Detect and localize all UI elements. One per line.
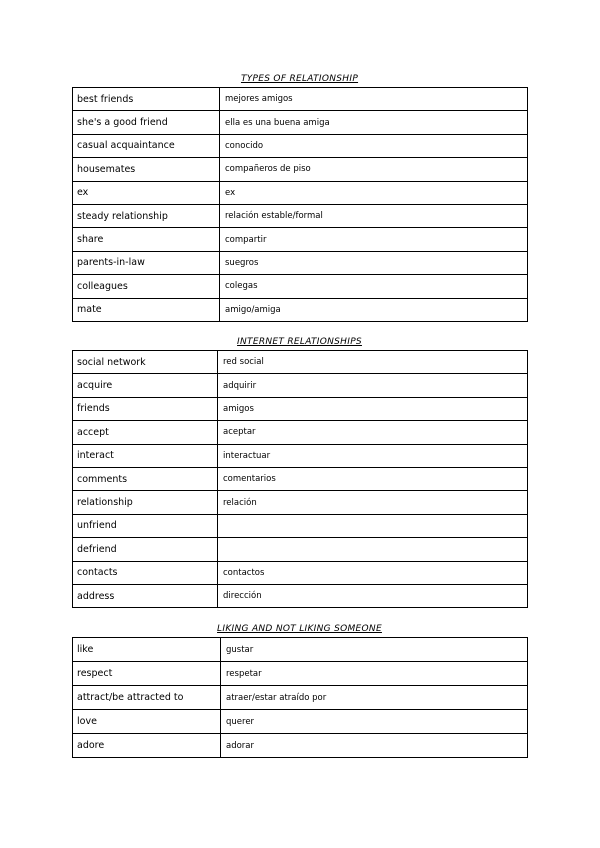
- english-term: steady relationship: [73, 204, 220, 227]
- table-row: [73, 298, 528, 321]
- spanish-translation: interactuar: [218, 444, 528, 467]
- table-row: [73, 204, 528, 227]
- english-term: respect: [73, 662, 221, 686]
- table-row: [73, 251, 528, 274]
- section-title-internet-relationships: INTERNET RELATIONSHIPS: [237, 337, 362, 347]
- english-term: casual acquaintance: [73, 134, 220, 157]
- spanish-translation: colegas: [220, 275, 528, 298]
- spanish-translation: suegros: [220, 251, 528, 274]
- table-row: [73, 561, 528, 584]
- vocab-table-types-of-relationship: [72, 87, 528, 322]
- english-term: relationship: [73, 491, 218, 514]
- spanish-translation: [218, 538, 528, 561]
- spanish-translation: relación estable/formal: [220, 204, 528, 227]
- english-term: adore: [73, 734, 221, 758]
- english-term: defriend: [73, 538, 218, 561]
- table-row: [73, 638, 528, 662]
- table-row: [73, 421, 528, 444]
- english-term: best friends: [73, 88, 220, 111]
- table-row: [73, 662, 528, 686]
- spanish-translation: compañeros de piso: [220, 158, 528, 181]
- table-row: [73, 584, 528, 607]
- table-row: [73, 88, 528, 111]
- english-term: unfriend: [73, 514, 218, 537]
- english-term: social network: [73, 351, 218, 374]
- spanish-translation: compartir: [220, 228, 528, 251]
- spanish-translation: conocido: [220, 134, 528, 157]
- english-term: parents-in-law: [73, 251, 220, 274]
- spanish-translation: red social: [218, 351, 528, 374]
- vocab-table-internet-relationships: [72, 350, 528, 608]
- spanish-translation: amigos: [218, 397, 528, 420]
- english-term: acquire: [73, 374, 218, 397]
- spanish-translation: atraer/estar atraído por: [221, 686, 528, 710]
- table-row: [73, 111, 528, 134]
- english-term: love: [73, 710, 221, 734]
- table-row: [73, 134, 528, 157]
- english-term: attract/be attracted to: [73, 686, 221, 710]
- spanish-translation: comentarios: [218, 467, 528, 490]
- english-term: ex: [73, 181, 220, 204]
- english-term: address: [73, 584, 218, 607]
- english-term: interact: [73, 444, 218, 467]
- spanish-translation: gustar: [221, 638, 528, 662]
- section-title-liking-and-not-liking-someone: LIKING AND NOT LIKING SOMEONE: [217, 624, 382, 634]
- table-row: [73, 444, 528, 467]
- table-row: [73, 538, 528, 561]
- spanish-translation: querer: [221, 710, 528, 734]
- english-term: like: [73, 638, 221, 662]
- spanish-translation: adquirir: [218, 374, 528, 397]
- spanish-translation: [218, 514, 528, 537]
- table-row: [73, 514, 528, 537]
- spanish-translation: amigo/amiga: [220, 298, 528, 321]
- spanish-translation: adorar: [221, 734, 528, 758]
- english-term: comments: [73, 467, 218, 490]
- spanish-translation: dirección: [218, 584, 528, 607]
- english-term: share: [73, 228, 220, 251]
- table-row: [73, 467, 528, 490]
- table-row: [73, 158, 528, 181]
- english-term: housemates: [73, 158, 220, 181]
- english-term: friends: [73, 397, 218, 420]
- table-row: [73, 397, 528, 420]
- english-term: she's a good friend: [73, 111, 220, 134]
- spanish-translation: ella es una buena amiga: [220, 111, 528, 134]
- english-term: mate: [73, 298, 220, 321]
- english-term: colleagues: [73, 275, 220, 298]
- section-title-types-of-relationship: TYPES OF RELATIONSHIP: [240, 74, 359, 84]
- spanish-translation: ex: [220, 181, 528, 204]
- spanish-translation: respetar: [221, 662, 528, 686]
- spanish-translation: mejores amigos: [220, 88, 528, 111]
- spanish-translation: relación: [218, 491, 528, 514]
- table-row: [73, 374, 528, 397]
- spanish-translation: contactos: [218, 561, 528, 584]
- english-term: contacts: [73, 561, 218, 584]
- table-row: [73, 686, 528, 710]
- table-row: [73, 710, 528, 734]
- english-term: accept: [73, 421, 218, 444]
- vocab-table-liking-and-not-liking-someone: [72, 637, 528, 758]
- table-row: [73, 491, 528, 514]
- table-row: [73, 275, 528, 298]
- table-row: [73, 734, 528, 758]
- spanish-translation: aceptar: [218, 421, 528, 444]
- table-row: [73, 351, 528, 374]
- table-row: [73, 228, 528, 251]
- table-row: [73, 181, 528, 204]
